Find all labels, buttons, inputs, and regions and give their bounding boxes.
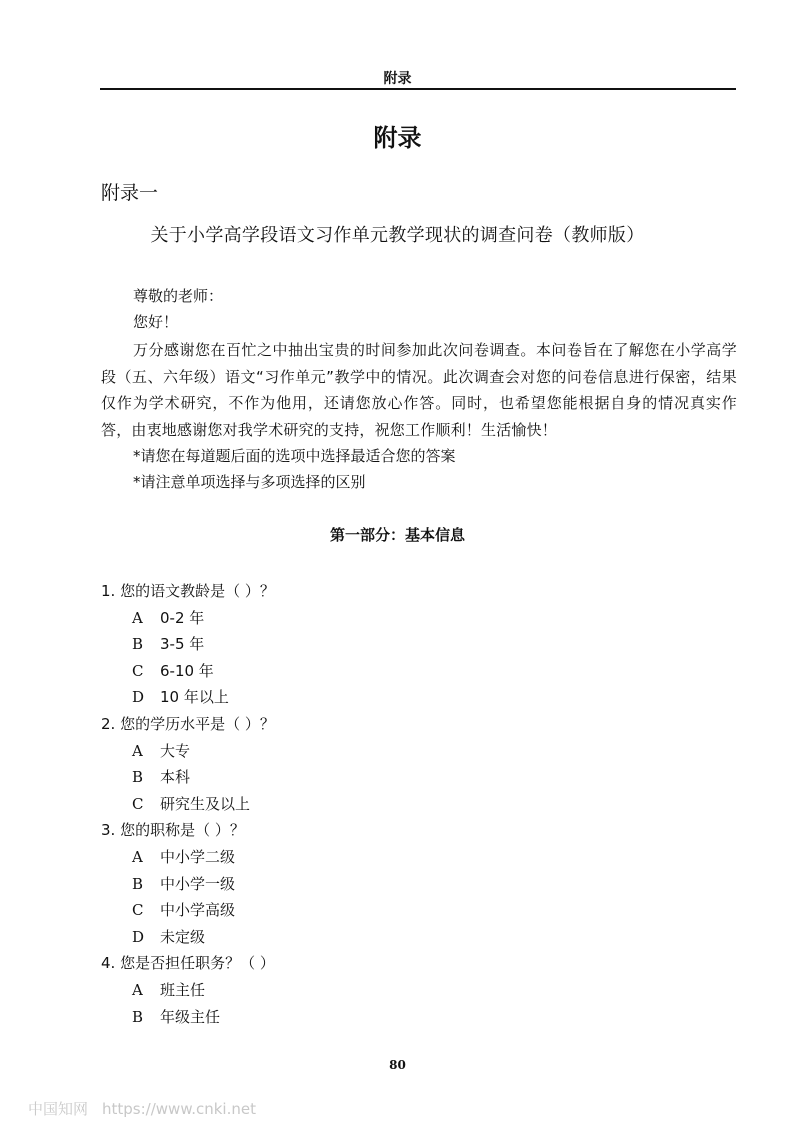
option-text: 本科 [160, 768, 191, 787]
watermark [28, 1098, 256, 1119]
option-text: 10 年以上 [160, 688, 229, 707]
survey-title: 关于小学高学段语文习作单元教学现状的调查问卷（教师版） [150, 225, 645, 246]
option [101, 684, 737, 711]
salutation: 尊敬的老师： [133, 287, 224, 305]
option-letter: B [132, 1007, 144, 1026]
option-letter: A [132, 980, 143, 999]
question-1 [101, 578, 737, 711]
option-letter: D [132, 927, 145, 946]
question-list [101, 578, 737, 1030]
option-letter: C [132, 661, 144, 680]
option-text: 6-10 年 [160, 661, 214, 680]
option-letter: A [132, 608, 143, 627]
greeting: 您好！ [133, 313, 179, 331]
option [101, 658, 737, 685]
page-number: 80 [389, 1058, 406, 1072]
option [101, 1004, 737, 1031]
question-2 [101, 711, 737, 817]
option-letter: A [132, 847, 143, 866]
running-header: 附录 [383, 71, 412, 87]
option-text: 3-5 年 [160, 635, 205, 654]
option-letter: B [132, 768, 144, 787]
watermark-site-name: 中国知网 [28, 1100, 89, 1118]
option-letter: C [132, 901, 144, 920]
option [101, 738, 737, 765]
question-4 [101, 950, 737, 1030]
page-title: 附录 [373, 124, 422, 152]
option [101, 631, 737, 658]
option-text: 大专 [160, 741, 191, 760]
option-text: 中小学高级 [160, 901, 236, 920]
option-letter: D [132, 688, 145, 707]
option [101, 977, 737, 1004]
option-text: 年级主任 [160, 1007, 221, 1026]
option-text: 中小学一级 [160, 874, 236, 893]
option-letter: B [132, 874, 144, 893]
section-title: 第一部分：基本信息 [329, 526, 465, 544]
option-text: 研究生及以上 [160, 794, 251, 813]
option-text: 班主任 [160, 980, 206, 999]
watermark-url: https://www.cnki.net [102, 1100, 256, 1118]
option-text: 中小学二级 [160, 847, 236, 866]
option-text: 0-2 年 [160, 608, 205, 627]
question-text: 2. 您的学历水平是（ ）？ [101, 714, 275, 733]
header-rule [100, 88, 736, 90]
option [101, 871, 737, 898]
option [101, 605, 737, 632]
option [101, 924, 737, 951]
question-text: 4. 您是否担任职务？（ ） [101, 954, 275, 973]
option [101, 791, 737, 818]
option-letter: B [132, 635, 144, 654]
option [101, 897, 737, 924]
instruction-note: *请您在每道题后面的选项中选择最适合您的答案 [133, 447, 456, 465]
intro-paragraph: 万分感谢您在百忙之中抽出宝贵的时间参加此次问卷调查。本问卷旨在了解您在小学高学段（五、六年级）语文“习作单元”教学中的情况。此次调查会对您的问卷信息进行保密，结果仅作为学术研究，不作为他用，还请您放心作答。同时，也希望您能根据自身的情况真实作答，由衷地感谢您对我学术研究的支持，祝您工作顺利！生活愉快！ [101, 341, 737, 439]
instruction-note: *请注意单项选择与多项选择的区别 [133, 473, 366, 491]
option-text: 未定级 [160, 927, 206, 946]
question-text: 1. 您的语文教龄是（ ）？ [101, 582, 275, 600]
option [101, 764, 737, 791]
question-text: 3. 您的职称是（ ）？ [101, 821, 245, 840]
option-letter: C [132, 794, 144, 813]
option [101, 844, 737, 871]
appendix-label: 附录一 [101, 182, 159, 204]
option-letter: A [132, 741, 143, 760]
question-3 [101, 817, 737, 950]
